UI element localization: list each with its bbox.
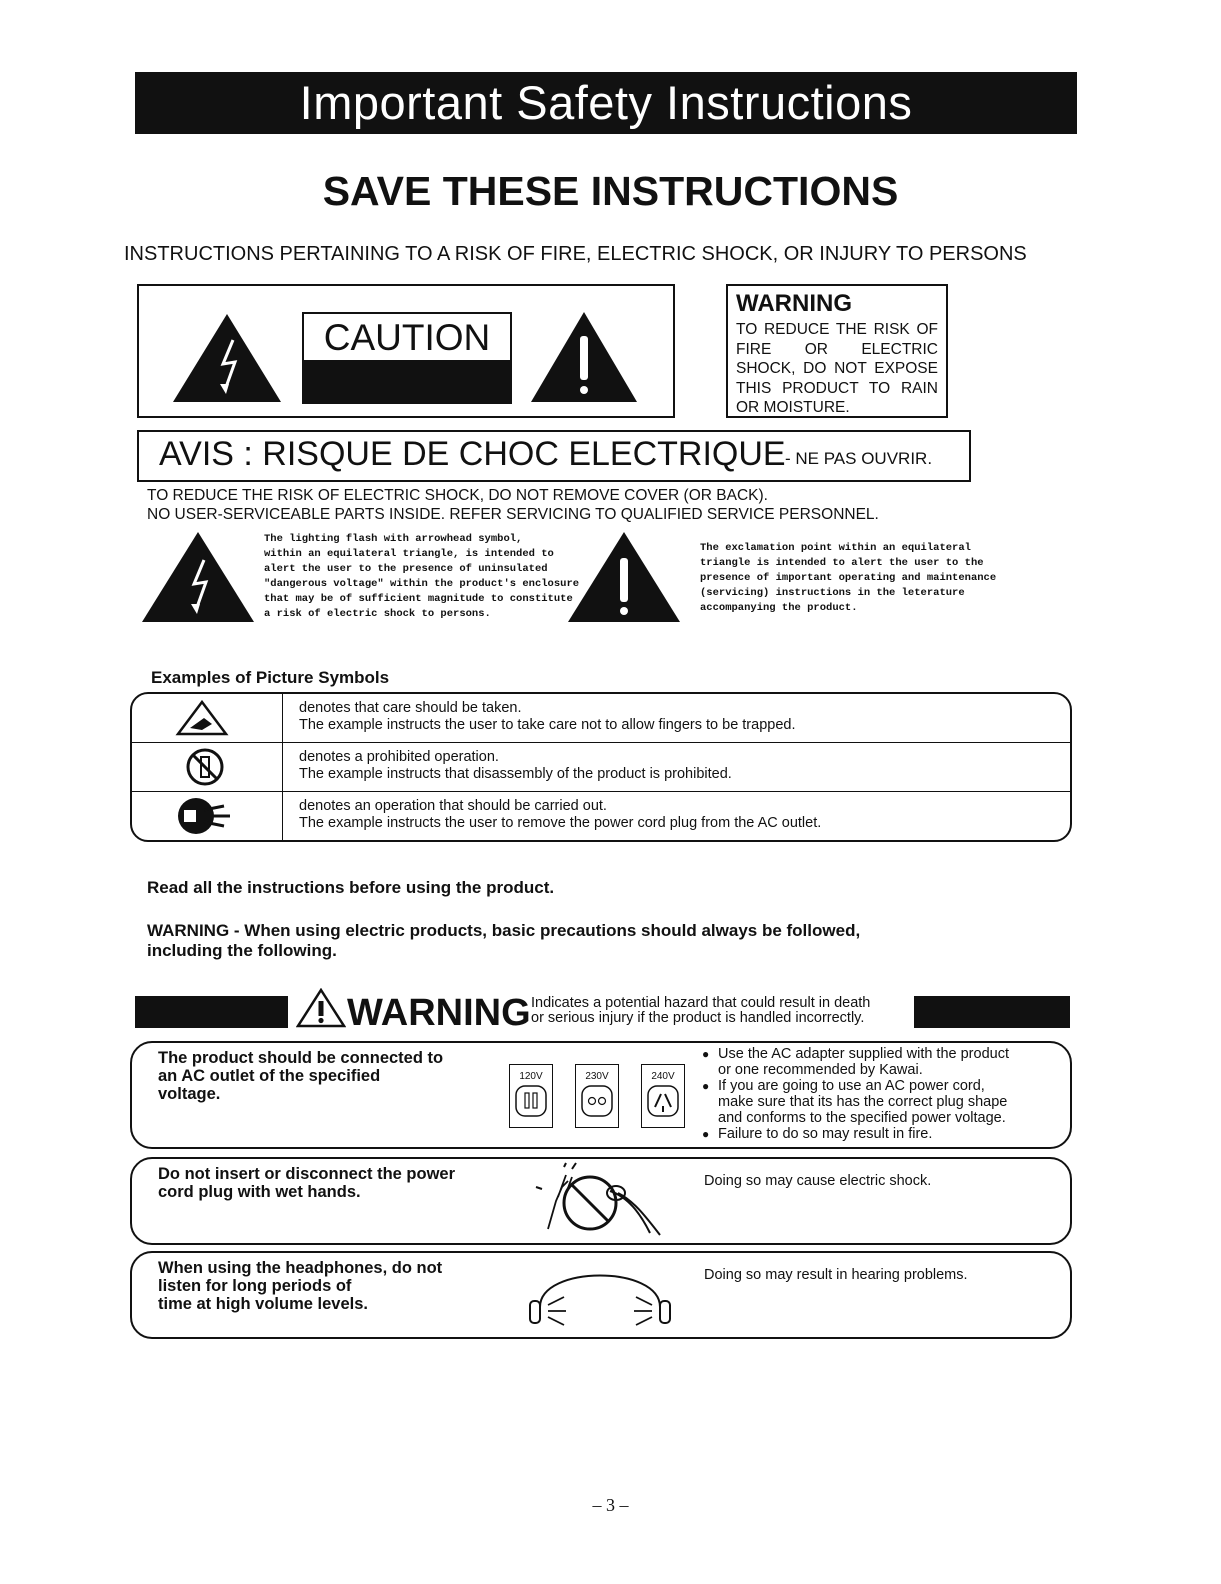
rule-headphones xyxy=(130,1251,1072,1339)
rule-title xyxy=(158,1049,443,1103)
flash-line: "dangerous voltage" within the product's enclosure xyxy=(264,578,580,590)
example-line: The example instructs the user to remove the power cord plug from the AC outlet. xyxy=(299,815,822,831)
warning-box xyxy=(726,284,948,418)
exclamation-triangle-icon xyxy=(531,312,637,402)
bullet-line: make sure that its has the correct plug shape xyxy=(718,1094,1008,1110)
flash-line: that may be of sufficient magnitude to constitute xyxy=(264,593,573,605)
bullet-line: and conforms to the specified power voltage. xyxy=(718,1110,1006,1126)
warning-header-line: or serious injury if the product is handled incorrectly. xyxy=(531,1010,865,1026)
finger-trap-caution-icon xyxy=(174,700,230,736)
flash-line: alert the user to the presence of uninsulated xyxy=(264,563,548,575)
example-row-required xyxy=(132,792,1070,840)
avis-suffix: - NE PAS OUVRIR. xyxy=(785,449,933,468)
voltage-plug-240v xyxy=(641,1064,685,1128)
example-line: denotes a prohibited operation. xyxy=(299,749,499,765)
headphones-icon xyxy=(520,1255,690,1335)
rule-title xyxy=(158,1259,442,1313)
examples-title: Examples of Picture Symbols xyxy=(151,668,390,687)
caution-black-band xyxy=(304,360,510,402)
exclaim-line: (servicing) instructions in the leterature xyxy=(700,587,965,599)
caution-label xyxy=(302,312,512,404)
rule-note: Doing so may cause electric shock. xyxy=(704,1173,932,1189)
voltage-label: 230V xyxy=(585,1071,609,1082)
example-row-prohibited xyxy=(132,743,1070,792)
voltage-label: 240V xyxy=(651,1071,675,1082)
example-text xyxy=(299,798,821,832)
warning-header-word: WARNING xyxy=(347,992,531,1034)
bullet-line: or one recommended by Kawai. xyxy=(718,1062,923,1078)
examples-table xyxy=(130,692,1072,842)
rule-title xyxy=(158,1165,455,1201)
warning-box-text: TO REDUCE THE RISK OF FIRE OR ELECTRIC SHOCK, DO NOT EXPOSE THIS PRODUCT TO RAIN OR MOISTURE. xyxy=(736,321,938,416)
no-disassembly-icon xyxy=(184,747,226,787)
warning-triangle-icon xyxy=(296,988,346,1028)
example-text xyxy=(299,749,732,783)
example-line: denotes an operation that should be carried out. xyxy=(299,798,607,814)
rule-note: Doing so may result in hearing problems. xyxy=(704,1267,968,1283)
plug-230v-icon xyxy=(576,1082,618,1120)
flash-line: The lighting flash with arrowhead symbol, xyxy=(264,533,523,545)
warning-box-title: WARNING xyxy=(736,290,852,317)
page-number: – 3 – xyxy=(592,1495,629,1515)
warning-precautions-line: including the following. xyxy=(147,941,337,960)
rule-bullets xyxy=(702,1046,1047,1142)
plug-240v-icon xyxy=(642,1082,684,1120)
lightning-triangle-icon xyxy=(173,314,281,402)
example-line: The example instructs that disassembly of the product is prohibited. xyxy=(299,766,732,782)
reduce-risk-text xyxy=(147,486,879,524)
avis-box xyxy=(137,430,971,482)
flash-line: a risk of electric shock to persons. xyxy=(264,608,491,620)
exclamation-triangle-icon xyxy=(568,532,680,622)
rule-voltage xyxy=(130,1041,1072,1149)
example-icon-cell xyxy=(132,743,283,791)
bullet-line: ● Failure to do so may result in fire. xyxy=(702,1126,1047,1142)
example-line: denotes that care should be taken. xyxy=(299,700,522,716)
voltage-label: 120V xyxy=(519,1071,543,1082)
rule-title-line: time at high volume levels. xyxy=(158,1295,368,1313)
exclamation-symbol-description xyxy=(700,541,996,616)
avis-text: AVIS : RISQUE DE CHOC ELECTRIQUE xyxy=(159,435,786,473)
flash-line: within an equilateral triangle, is intended to xyxy=(264,548,554,560)
warning-bar-right xyxy=(914,996,1070,1028)
rule-title-line: When using the headphones, do not xyxy=(158,1259,443,1277)
rule-title-line: cord plug with wet hands. xyxy=(158,1183,361,1201)
warning-precautions xyxy=(147,921,860,961)
rule-title-line: The product should be connected to xyxy=(158,1049,444,1067)
instructions-subheading: INSTRUCTIONS PERTAINING TO A RISK OF FIRE, ELECTRIC SHOCK, OR INJURY TO PERSONS xyxy=(124,243,1027,265)
bullet-line: ● If you are going to use an AC power cord, xyxy=(702,1078,1047,1094)
caution-text: CAUTION xyxy=(323,317,491,358)
voltage-plug-230v xyxy=(575,1064,619,1128)
rule-title-line: voltage. xyxy=(158,1085,221,1103)
example-line: The example instructs the user to take care not to allow fingers to be trapped. xyxy=(299,717,796,733)
read-all-notice: Read all the instructions before using the product. xyxy=(147,878,555,897)
lightning-triangle-icon xyxy=(142,532,254,622)
page-banner: Important Safety Instructions xyxy=(135,72,1077,134)
plug-120v-icon xyxy=(510,1082,552,1120)
warning-bar-left xyxy=(135,996,288,1028)
unplug-icon xyxy=(174,796,234,836)
example-row-care xyxy=(132,694,1070,743)
save-instructions-heading: SAVE THESE INSTRUCTIONS xyxy=(322,168,899,214)
exclaim-line: The exclamation point within an equilateral xyxy=(700,542,971,554)
lightning-symbol-description xyxy=(264,532,579,622)
exclaim-line: triangle is intended to alert the user to the xyxy=(700,557,984,569)
warning-precautions-line: WARNING - When using electric products, basic precautions should always be followed, xyxy=(147,921,861,940)
example-icon-cell xyxy=(132,792,283,840)
exclaim-line: presence of important operating and maintenance xyxy=(700,572,997,584)
rule-title-line: an AC outlet of the specified xyxy=(158,1067,381,1085)
rule-title-line: listen for long periods of xyxy=(158,1277,352,1295)
no-wet-hands-icon xyxy=(522,1161,692,1241)
rule-title-line: Do not insert or disconnect the power xyxy=(158,1165,456,1183)
example-text xyxy=(299,700,796,734)
example-icon-cell xyxy=(132,694,283,742)
bullet-line: ● Use the AC adapter supplied with the product xyxy=(702,1046,1047,1062)
reduce-line-2: NO USER-SERVICEABLE PARTS INSIDE. REFER SERVICING TO QUALIFIED SERVICE PERSONNEL. xyxy=(147,506,879,523)
warning-header-description xyxy=(531,996,870,1026)
exclaim-line: accompanying the product. xyxy=(700,602,858,614)
reduce-line-1: TO REDUCE THE RISK OF ELECTRIC SHOCK, DO NOT REMOVE COVER (OR BACK). xyxy=(147,487,768,504)
voltage-plug-120v xyxy=(509,1064,553,1128)
warning-header-line: Indicates a potential hazard that could result in death xyxy=(531,995,871,1011)
rule-wet-hands xyxy=(130,1157,1072,1245)
